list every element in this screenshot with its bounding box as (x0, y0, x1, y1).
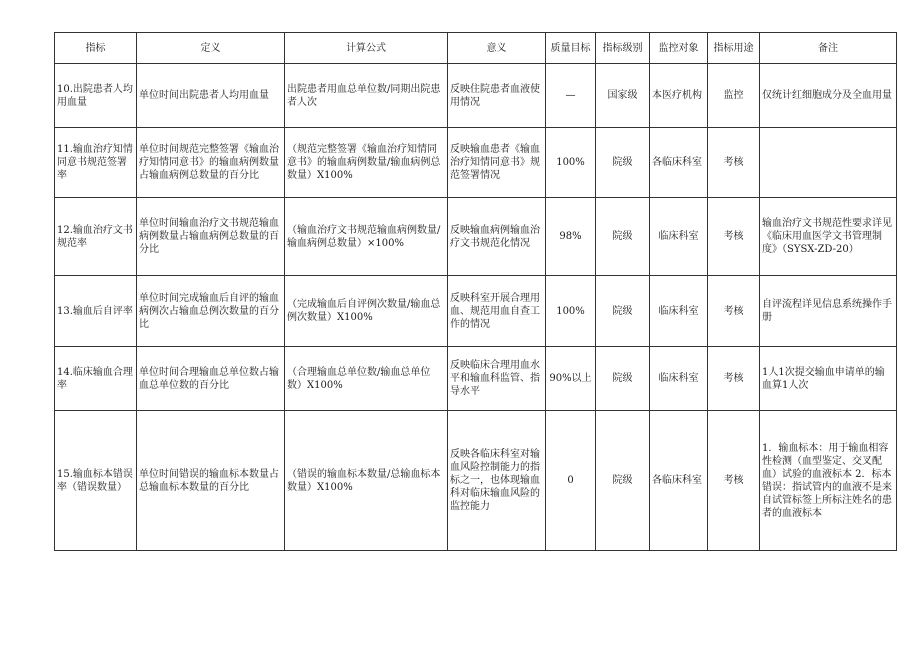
cell-formula: （合理输血总单位数/输血总单位数）X100% (285, 347, 448, 411)
cell-definition: 单位时间输血治疗文书规范输血病例数量占输血病例总数量的百分比 (137, 198, 285, 276)
cell-monitor-target: 各临床科室 (650, 411, 708, 551)
table-header-row (55, 33, 897, 64)
cell-level: 院级 (596, 276, 650, 347)
cell-monitor-target: 本医疗机构 (650, 64, 708, 128)
cell-monitor-target: 各临床科室 (650, 128, 708, 198)
cell-meaning: 反映各临床科室对输血风险控制能力的指标之一，也体现输血科对临床输血风险的监控能力 (448, 411, 546, 551)
cell-remarks: 自评流程详见信息系统操作手册 (760, 276, 897, 347)
header-monitor-target: 监控对象 (650, 33, 708, 64)
cell-remarks: 1人1次提交输血申请单的输血算1人次 (760, 347, 897, 411)
cell-remarks (760, 128, 897, 198)
cell-meaning: 反映输血患者《输血治疗知情同意书》规范签署情况 (448, 128, 546, 198)
cell-level: 院级 (596, 411, 650, 551)
cell-quality-target: 100% (546, 128, 596, 198)
cell-meaning: 反映临床合理用血水平和输血科监管、指导水平 (448, 347, 546, 411)
table-row (55, 128, 897, 198)
cell-level: 院级 (596, 128, 650, 198)
header-formula: 计算公式 (285, 33, 448, 64)
cell-definition: 单位时间合理输血总单位数占输血总单位数的百分比 (137, 347, 285, 411)
cell-meaning: 反映科室开展合理用血、规范用血自查工作的情况 (448, 276, 546, 347)
cell-indicator: 10.出院患者人均用血量 (55, 64, 137, 128)
cell-quality-target: — (546, 64, 596, 128)
cell-remarks: 仅统计红细胞成分及全血用量 (760, 64, 897, 128)
cell-formula: （错误的输血标本数量/总输血标本数量）X100% (285, 411, 448, 551)
cell-purpose: 监控 (708, 64, 760, 128)
cell-monitor-target: 临床科室 (650, 347, 708, 411)
cell-meaning: 反映输血病例输血治疗文书规范化情况 (448, 198, 546, 276)
cell-purpose: 考核 (708, 347, 760, 411)
cell-indicator: 11.输血治疗知情同意书规范签署率 (55, 128, 137, 198)
cell-monitor-target: 临床科室 (650, 276, 708, 347)
indicator-table (54, 32, 897, 551)
cell-definition: 单位时间错误的输血标本数量占总输血标本数量的百分比 (137, 411, 285, 551)
cell-remarks: 输血治疗文书规范性要求详见《临床用血医学文书管理制度》（SYSX-ZD-20） (760, 198, 897, 276)
cell-quality-target: 0 (546, 411, 596, 551)
table-row (55, 276, 897, 347)
cell-formula: （完成输血后自评例次数量/输血总例次数量）X100% (285, 276, 448, 347)
cell-purpose: 考核 (708, 128, 760, 198)
cell-quality-target: 90%以上 (546, 347, 596, 411)
cell-purpose: 考核 (708, 276, 760, 347)
cell-definition: 单位时间完成输血后自评的输血病例次占输血总例次数量的百分比 (137, 276, 285, 347)
cell-formula: （规范完整签署《输血治疗知情同意书》的输血病例数量/输血病例总数量）X100% (285, 128, 448, 198)
table-row (55, 64, 897, 128)
cell-level: 国家级 (596, 64, 650, 128)
cell-indicator: 15.输血标本错误率（错误数量） (55, 411, 137, 551)
cell-indicator: 12.输血治疗文书规范率 (55, 198, 137, 276)
header-definition: 定义 (137, 33, 285, 64)
cell-meaning: 反映住院患者血液使用情况 (448, 64, 546, 128)
table-row (55, 411, 897, 551)
cell-purpose: 考核 (708, 198, 760, 276)
cell-quality-target: 98% (546, 198, 596, 276)
header-level: 指标级别 (596, 33, 650, 64)
cell-quality-target: 100% (546, 276, 596, 347)
cell-monitor-target: 临床科室 (650, 198, 708, 276)
table-row (55, 347, 897, 411)
cell-definition: 单位时间规范完整签署《输血治疗知情同意书》的输血病例数量占输血病例总数量的百分比 (137, 128, 285, 198)
table-row (55, 198, 897, 276)
header-purpose: 指标用途 (708, 33, 760, 64)
cell-purpose: 考核 (708, 411, 760, 551)
cell-formula: （输血治疗文书规范输血病例数量/输血病例总数量）×100% (285, 198, 448, 276)
cell-formula: 出院患者用血总单位数/同期出院患者人次 (285, 64, 448, 128)
cell-level: 院级 (596, 347, 650, 411)
header-indicator: 指标 (55, 33, 137, 64)
header-quality-target: 质量目标 (546, 33, 596, 64)
cell-indicator: 13.输血后自评率 (55, 276, 137, 347)
header-remarks: 备注 (760, 33, 897, 64)
cell-indicator: 14.临床输血合理率 (55, 347, 137, 411)
cell-definition: 单位时间出院患者人均用血量 (137, 64, 285, 128)
cell-level: 院级 (596, 198, 650, 276)
header-meaning: 意义 (448, 33, 546, 64)
cell-remarks: 1．输血标本：用于输血相容性检测（血型鉴定、交叉配血）试验的血液标本 2．标本错误：指试管内的血液不是来自试管标签上所标注姓名的患者的血液标本 (760, 411, 897, 551)
